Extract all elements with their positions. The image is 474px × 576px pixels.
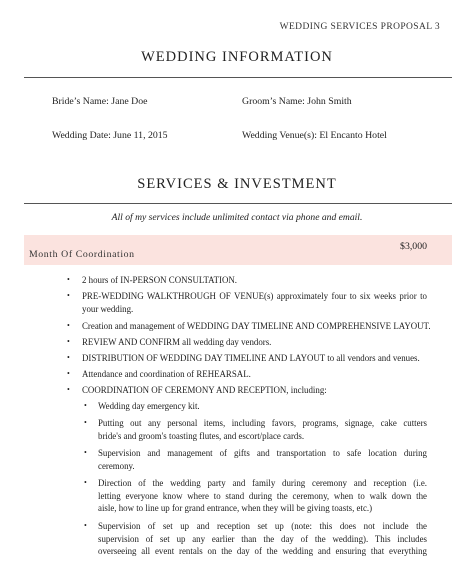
sub-list-item: Direction of the wedding party and family during ceremony and reception (i.e. letting everyone know where to stand during the ceremony, when to walk down the aisle, how to line up for grand entrance, when they will be giving toasts, etc.) — [98, 478, 427, 514]
bullet-marker: • — [67, 385, 70, 394]
bullet-marker: • — [67, 369, 70, 378]
sub-bullet-marker: • — [84, 478, 87, 487]
list-item: COORDINATION OF CEREMONY AND RECEPTION, including: — [82, 385, 327, 395]
running-header: WEDDING SERVICES PROPOSAL 3 — [279, 22, 440, 32]
sub-list-item: Putting out any personal items, including favors, programs, signage, cake cutters bride's and groom's toasting flutes, and escort/place cards. — [98, 418, 427, 441]
bullet-marker: • — [67, 321, 70, 330]
wedding-venue: Wedding Venue(s): El Encanto Hotel — [242, 130, 387, 141]
package-name: Month Of Coordination — [29, 249, 135, 260]
services-intro: All of my services include unlimited contact via phone and email. — [111, 212, 363, 223]
section-divider — [24, 203, 452, 204]
list-item: REVIEW AND CONFIRM all wedding day vendors. — [82, 337, 272, 347]
package-price: $3,000 — [400, 241, 427, 252]
list-item: Creation and management of WEDDING DAY TIMELINE AND COMPREHENSIVE LAYOUT. — [82, 321, 431, 331]
sub-bullet-marker: • — [84, 401, 87, 410]
bullet-marker: • — [67, 275, 70, 284]
bride-name: Bride’s Name: Jane Doe — [52, 96, 148, 107]
wedding-date: Wedding Date: June 11, 2015 — [52, 130, 168, 141]
groom-name: Groom’s Name: John Smith — [242, 96, 352, 107]
section-divider — [24, 77, 452, 78]
list-item: PRE-WEDDING WALKTHROUGH OF VENUE(s) approximately four to six weeks prior to your wedding. — [82, 291, 427, 314]
services-investment-title: SERVICES & INVESTMENT — [137, 176, 337, 192]
list-item: 2 hours of IN-PERSON CONSULTATION. — [82, 275, 238, 285]
sub-bullet-marker: • — [84, 448, 87, 457]
list-item: Attendance and coordination of REHEARSAL. — [82, 369, 251, 379]
sub-list-item: Supervision of set up and reception set up (note: this does not include the supervision of set up any earlier than the day of the wedding). This includes overseeing all event rentals on the day of the wedding and ensuring that everything — [98, 521, 427, 557]
bullet-marker: • — [67, 353, 70, 362]
sub-bullet-marker: • — [84, 418, 87, 427]
bullet-marker: • — [67, 291, 70, 300]
list-item: DISTRIBUTION OF WEDDING DAY TIMELINE AND LAYOUT to all vendors and venues. — [82, 353, 420, 363]
sub-list-item: Supervision and management of gifts and transportation to safe location during ceremony. — [98, 448, 427, 471]
sub-bullet-marker: • — [84, 521, 87, 530]
bullet-marker: • — [67, 337, 70, 346]
sub-list-item: Wedding day emergency kit. — [98, 401, 200, 411]
wedding-information-title: WEDDING INFORMATION — [141, 49, 333, 65]
